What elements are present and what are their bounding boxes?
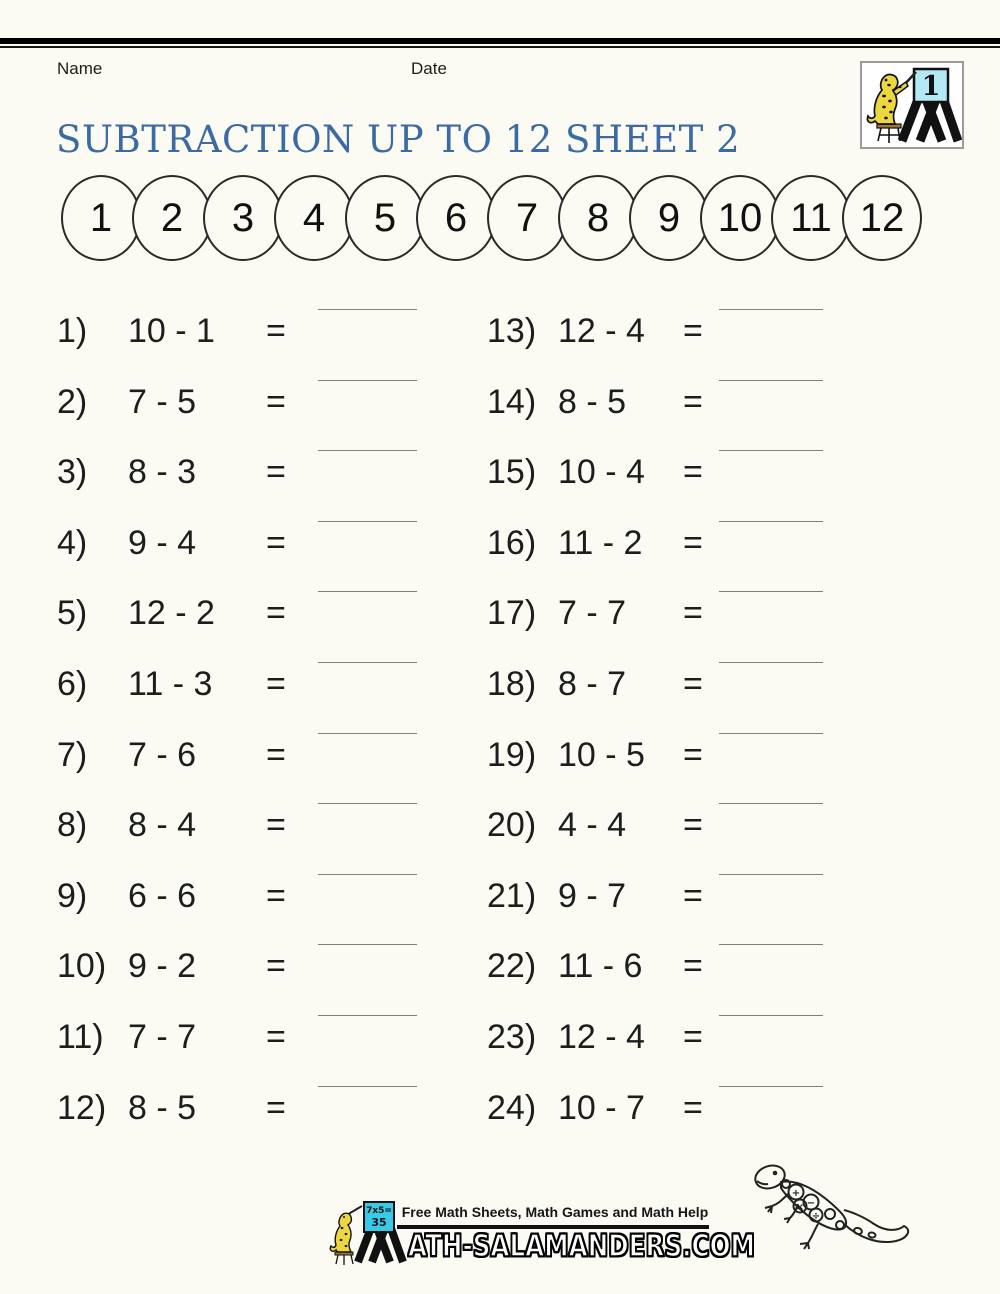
circle-number: 1	[89, 195, 113, 240]
problem-expression: 12 - 2	[128, 594, 215, 632]
gecko-illustration	[748, 1152, 928, 1257]
problem-expression: 11 - 2	[558, 524, 643, 562]
circle-number: 12	[859, 195, 905, 240]
problem-row	[0, 803, 1000, 873]
problem-number: 12)	[57, 1089, 107, 1127]
problem-number: 2)	[57, 383, 88, 421]
times-icon: ×	[795, 1202, 805, 1213]
number-circle	[203, 175, 283, 261]
problem-expression: 7 - 7	[558, 594, 627, 632]
equals-sign: =	[683, 806, 703, 844]
problem-expression: 10 - 5	[558, 736, 645, 774]
answer-line	[719, 521, 823, 522]
number-circle	[771, 175, 851, 261]
problem-expression: 8 - 5	[128, 1089, 197, 1127]
problem-expression: 4 - 4	[558, 806, 627, 844]
problem-number: 20)	[487, 806, 537, 844]
board-number: 1	[921, 71, 941, 102]
number-circle	[132, 175, 212, 261]
circle-number: 7	[515, 195, 539, 240]
problem-number: 6)	[57, 665, 88, 703]
problem-number: 4)	[57, 524, 88, 562]
problem-number: 15)	[487, 453, 537, 491]
problem-number: 21)	[487, 877, 537, 915]
problem-expression: 7 - 7	[128, 1018, 197, 1056]
footer-tagline: Free Math Sheets, Math Games and Math Help	[401, 1204, 709, 1220]
problem-row	[0, 309, 1000, 379]
circle-number: 11	[790, 195, 832, 240]
problem-expression: 10 - 1	[128, 312, 215, 350]
problem-row	[0, 662, 1000, 732]
problem-row	[0, 1086, 1000, 1156]
problem-expression: 10 - 4	[558, 453, 645, 491]
answer-line	[719, 450, 823, 451]
problem-number: 10)	[57, 947, 107, 985]
number-circle	[274, 175, 354, 261]
equals-sign: =	[266, 806, 286, 844]
problem-expression: 8 - 7	[558, 665, 627, 703]
gecko-art	[748, 1152, 928, 1257]
number-circle	[416, 175, 496, 261]
problem-number: 11)	[57, 1018, 104, 1056]
equals-sign: =	[266, 524, 286, 562]
equals-sign: =	[266, 1018, 286, 1056]
minus-icon: −	[806, 1198, 816, 1209]
equals-sign: =	[683, 1089, 703, 1127]
equals-sign: =	[266, 453, 286, 491]
problem-expression: 9 - 7	[558, 877, 627, 915]
equals-sign: =	[266, 1089, 286, 1127]
number-line	[61, 175, 922, 261]
equals-sign: =	[683, 453, 703, 491]
problem-number: 9)	[57, 877, 88, 915]
equals-sign: =	[683, 947, 703, 985]
footer-site-text: ATH-SALAMANDERS.COM	[408, 1229, 755, 1264]
equals-sign: =	[683, 1018, 703, 1056]
equals-sign: =	[683, 877, 703, 915]
problem-number: 19)	[487, 736, 537, 774]
equals-sign: =	[683, 665, 703, 703]
circle-number: 8	[586, 195, 610, 240]
circle-number: 5	[373, 195, 397, 240]
problem-number: 17)	[487, 594, 537, 632]
equals-sign: =	[266, 947, 286, 985]
name-label: Name	[57, 59, 103, 78]
equals-sign: =	[266, 383, 286, 421]
answer-line	[719, 1086, 823, 1087]
date-label: Date	[411, 59, 447, 78]
circle-number: 10	[717, 195, 763, 240]
answer-line	[719, 380, 823, 381]
problem-number: 16)	[487, 524, 537, 562]
circle-number: 2	[160, 195, 184, 240]
problem-expression: 6 - 6	[128, 877, 197, 915]
problem-number: 3)	[57, 453, 88, 491]
answer-line	[719, 944, 823, 945]
answer-line	[719, 309, 823, 310]
circle-number: 9	[657, 195, 681, 240]
chalkboard-line2: 35	[371, 1216, 387, 1229]
problem-expression: 9 - 2	[128, 947, 197, 985]
equals-sign: =	[266, 594, 286, 632]
number-circle	[61, 175, 141, 261]
problem-expression: 8 - 5	[558, 383, 627, 421]
problem-expression: 11 - 3	[128, 665, 213, 703]
divide-icon: ÷	[811, 1211, 821, 1222]
answer-line	[719, 733, 823, 734]
top-rule-thin	[0, 46, 1000, 48]
circle-number: 6	[444, 195, 468, 240]
plus-icon: +	[791, 1188, 801, 1199]
problem-number: 18)	[487, 665, 537, 703]
answer-line	[719, 874, 823, 875]
circle-number: 4	[302, 195, 326, 240]
problem-number: 23)	[487, 1018, 537, 1056]
page-title: SUBTRACTION UP TO 12 SHEET 2	[56, 118, 741, 161]
problem-row	[0, 380, 1000, 450]
problem-row	[0, 591, 1000, 661]
answer-line	[719, 803, 823, 804]
problem-expression: 7 - 5	[128, 383, 197, 421]
problem-expression: 12 - 4	[558, 1018, 645, 1056]
number-circle	[487, 175, 567, 261]
problem-row	[0, 521, 1000, 591]
equals-sign: =	[266, 312, 286, 350]
problem-expression: 12 - 4	[558, 312, 645, 350]
corner-logo-art	[862, 63, 962, 147]
equals-sign: =	[683, 383, 703, 421]
equals-sign: =	[266, 665, 286, 703]
corner-logo	[860, 61, 964, 149]
problem-number: 8)	[57, 806, 88, 844]
problem-expression: 7 - 6	[128, 736, 197, 774]
problem-expression: 11 - 6	[558, 947, 643, 985]
answer-line	[719, 591, 823, 592]
problem-number: 7)	[57, 736, 88, 774]
problem-expression: 9 - 4	[128, 524, 197, 562]
problem-expression: 10 - 7	[558, 1089, 645, 1127]
problem-row	[0, 944, 1000, 1014]
problem-row	[0, 874, 1000, 944]
problem-row	[0, 733, 1000, 803]
answer-line	[719, 1015, 823, 1016]
number-circle	[345, 175, 425, 261]
problem-number: 5)	[57, 594, 88, 632]
number-circle	[558, 175, 638, 261]
equals-sign: =	[266, 736, 286, 774]
equals-sign: =	[683, 524, 703, 562]
equals-sign: =	[266, 877, 286, 915]
problem-row	[0, 1015, 1000, 1085]
number-circle	[842, 175, 922, 261]
answer-line	[719, 662, 823, 663]
problem-number: 14)	[487, 383, 537, 421]
top-rule-thick	[0, 38, 1000, 44]
problem-row	[0, 450, 1000, 520]
equals-sign: =	[683, 312, 703, 350]
equals-sign: =	[683, 594, 703, 632]
circle-number: 3	[231, 195, 255, 240]
number-circle	[629, 175, 709, 261]
problem-number: 22)	[487, 947, 537, 985]
problem-number: 1)	[57, 312, 88, 350]
problem-expression: 8 - 4	[128, 806, 197, 844]
problem-expression: 8 - 3	[128, 453, 197, 491]
problem-number: 24)	[487, 1089, 537, 1127]
equals-sign: =	[683, 736, 703, 774]
chalkboard-line1: 7x5=	[366, 1206, 392, 1216]
number-circle	[700, 175, 780, 261]
problem-number: 13)	[487, 312, 537, 350]
